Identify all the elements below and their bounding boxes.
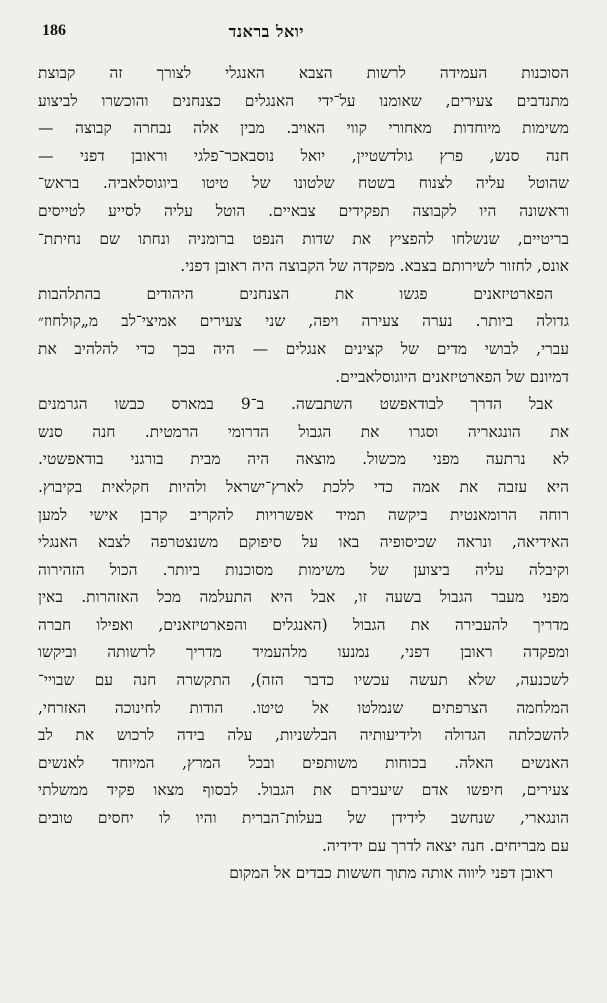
paragraph: [38, 860, 569, 888]
text-line: האנשים האלה. בכוחות משותפים ובכל המרץ, המיוחד לאנשים: [38, 753, 569, 772]
text-line: היא עזבה את אמה כדי ללכת לארץ־ישראל ולהיות חקלאית בקיבוץ.: [38, 477, 569, 496]
text-line: לשכנעה, שלא תעשה עכשיו כדבר הזה), התקשרה חנה עם שבויי־: [38, 671, 569, 690]
text-line: אונס, לחזור לשירותם בצבא. מפקדה של הקבוצה היה ראובן דפני.: [180, 257, 569, 276]
text-line: מתנדבים צעירים, שאומנו על־ידי האנגלים כצנחנים והוכשרו לביצוע: [38, 91, 569, 110]
text-line: עם מבריחים. חנה יצאה לדרך עם ידידיה.: [321, 836, 569, 855]
text-line: חנה סנש, פרץ גולדשטיין, יואל נוסבאכר־פלגי וראובן דפני —: [38, 146, 569, 165]
text-line: עברי, לבושי מדים של קצינים אנגלים — היה בכך כדי להלהיב את: [38, 339, 569, 358]
paragraph: [38, 391, 569, 860]
paragraph: [38, 281, 569, 391]
text-line: את הונגאריה וסגרו את הגבול הדרומי הרמטית. חנה סנש: [38, 422, 569, 441]
text-line: ומפקדה ראובן דפני, נמנעו מלהעמיד מדריך לרשותה וביקשו: [38, 643, 569, 662]
text-line: גדולה ביותר. נערה צעירה ויפה, שני צעירים אמיצי־לב מ„קולחוז״: [38, 312, 569, 331]
text-line: אבל הדרך לבודאפשט השתבשה. ב־9 במארס כבשו הגרמנים: [38, 395, 553, 414]
text-line: המלחמה הצרפתים שנמלטו אל טיטו. הודות לחינוכה האזרחי,: [38, 698, 569, 717]
text-line: דמיונם של הפארטיזאנים היוגוסלאביים.: [335, 367, 569, 386]
text-line: ראובן דפני ליווה אותה מתוך חששות כבדים אל המקום: [229, 864, 553, 883]
text-line: לא נרתעה מפני מכשול. מוצאה היה מבית בורגני בודאפשטי.: [38, 450, 569, 469]
text-line: מדריך להעבירה את הגבול (האנגלים והפארטיזאנים, ואפילו חברה: [38, 615, 569, 634]
text-line: צעירים, חיפשו אדם שיעבירם את הגבול. לבסוף מצאו פקיד ממשלתי: [38, 781, 569, 800]
paragraph: [38, 60, 569, 281]
text-line: מפני מעבר הגבול בשעה זו, אבל היא התעלמה מכל האזהרות. באין: [38, 588, 569, 607]
text-line: וקיבלה עליה ביצוען של משימות מסוכנות ביותר. הכול הזהירוה: [38, 560, 569, 579]
text-line: רוחה הרומאנטית ביקשה תמיד אפשרויות להקריב קרבן אישי למען: [38, 505, 569, 524]
text-line: האידיאה, ונראה שכיסופיה באו על סיפוקם משנצטרפה לצבא האנגלי: [38, 533, 569, 552]
text-line: משימות מיוחדות מאחורי קווי האויב. מבין אלה נבחרה קבוצה —: [38, 119, 569, 138]
text-line: להשכלתה הגדולה ולידיעותיה הבלשניות, עלה בידה לרכוש את לב: [38, 726, 569, 745]
text-line: בריטיים, שנשלחו להפציץ את שדות הנפט ברומניה ונחתו שם נחיתת־: [38, 229, 569, 248]
text-line: וראשונה היו לקבוצה תפקידים צבאיים. הוטל עליה לסייע לטייסים: [38, 201, 569, 220]
page-number: 186: [42, 22, 66, 39]
text-line: הונגארי, שנחשב לידידן של בעלות־הברית והיו לו יחסים טובים: [38, 809, 569, 828]
text-line: הסוכנות העמידה לרשות הצבא האנגלי לצורך זה קבוצת: [38, 64, 569, 82]
text-line: שהוטל עליה לצנוח בשטח שלטונו של טיטו ביוגוסלאביה. בראש־: [38, 174, 569, 193]
text-line: הפארטיזאנים פגשו את הצנחנים היהודים בהתלהבות: [38, 284, 553, 303]
body-text: [38, 60, 569, 888]
running-head: יואל בראנד: [228, 22, 304, 41]
page-header: [38, 20, 569, 50]
